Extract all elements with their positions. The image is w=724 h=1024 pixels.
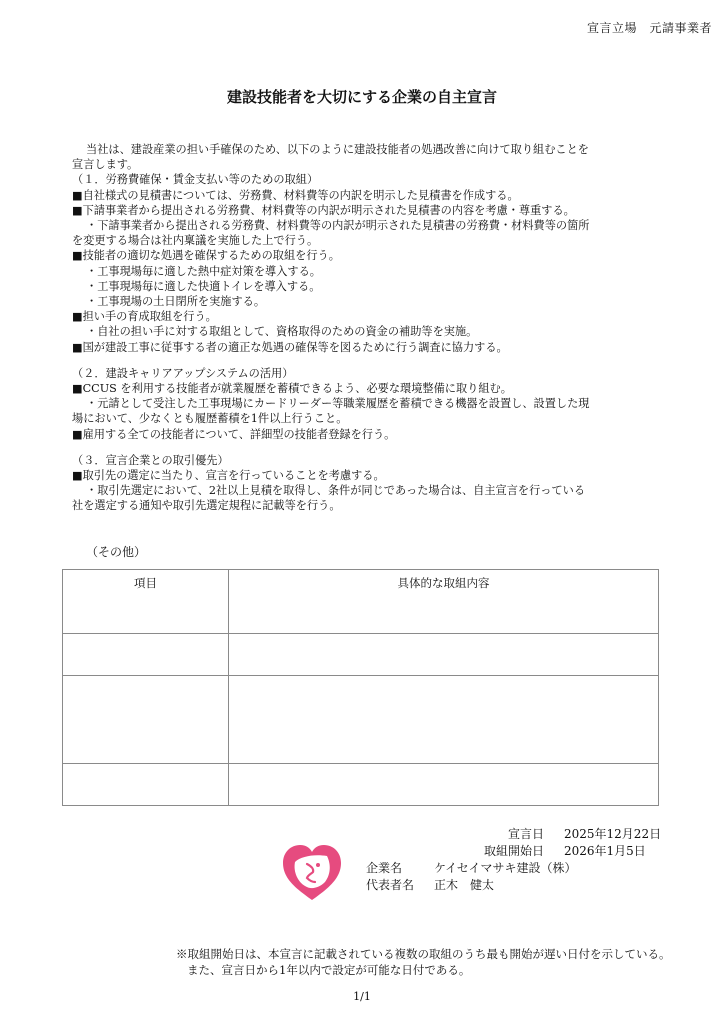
company-name-label: 企業名 (366, 861, 403, 875)
table-cell (63, 764, 229, 806)
list-item: ■担い手の育成取組を行う。 (72, 310, 217, 324)
representative-value: 正木 健太 (434, 878, 495, 892)
start-date-value: 2026年1月5日 (564, 844, 646, 858)
column-header-content: 具体的な取組内容 (229, 570, 659, 634)
declaration-date-label: 宣言日 (508, 827, 545, 841)
company-name-value: ケイセイマサキ建設（株） (434, 861, 577, 875)
footnote-line: また、宣言日から1年以内で設定が可能な日付である。 (187, 963, 471, 977)
list-item: ■CCUS を利用する技能者が就業履歴を蓄積できるよう、必要な環境整備に取り組む。 (72, 382, 512, 396)
list-item: ・取引先選定において、2社以上見積を取得し、条件が同じであった場合は、自主宣言を行っている (86, 484, 586, 498)
list-item: ・工事現場毎に適した熱中症対策を導入する。 (86, 264, 321, 278)
declaration-body (72, 142, 652, 514)
list-item: ■下請事業者から提出される労務費、材料費等の内訳が明示された見積書の内容を考慮・尊重する。 (72, 203, 575, 217)
section-heading: （２．建設キャリアアップシステムの活用） (72, 366, 294, 380)
footnote (176, 946, 671, 978)
list-item: ・下請事業者から提出される労務費、材料費等の内訳が明示された見積書の労務費・材料費等の箇所 (86, 219, 590, 233)
list-item: ■自社様式の見積書については、労務費、材料費等の内訳を明示した見積書を作成する。 (72, 188, 519, 202)
list-item: ・元請として受注した工事現場にカードリーダー等職業履歴を蓄積できる機器を設置し、設置した現 (86, 397, 590, 411)
section-heading: （３．宣言企業との取引優先） (72, 453, 229, 467)
list-item: 社を選定する通知や取引先選定規程に記載等を行う。 (72, 499, 341, 513)
table-cell (63, 634, 229, 676)
table-row (63, 676, 659, 764)
intro-line: 当社は、建設産業の担い手確保のため、以下のように建設技能者の処遇改善に向けて取り組むことを (86, 143, 589, 156)
list-item: 場において、少なくとも履歴蓄積を1件以上行うこと。 (72, 412, 348, 426)
list-item: ■取引先の選定に当たり、宣言を行っていることを考慮する。 (72, 469, 385, 483)
list-item: ・工事現場毎に適した快適トイレを導入する。 (86, 279, 321, 293)
footnote-line: ※取組開始日は、本宣言に記載されている複数の取組のうち最も開始が遅い日付を示している。 (176, 947, 671, 961)
table-header-row (63, 570, 659, 634)
table-cell (63, 676, 229, 764)
table-cell (229, 764, 659, 806)
list-item: ・工事現場の土日閉所を実施する。 (86, 295, 266, 309)
intro-line: 宣言します。 (72, 158, 139, 172)
table-cell (229, 676, 659, 764)
table-row (63, 634, 659, 676)
representative-label: 代表者名 (366, 878, 415, 892)
other-initiatives-table (62, 569, 659, 806)
start-date-label: 取組開始日 (484, 844, 545, 858)
column-header-item: 項目 (63, 570, 229, 634)
table-row (63, 764, 659, 806)
section-heading: （１．労務費確保・賃金支払い等のための取組） (72, 173, 319, 187)
list-item: ■技能者の適切な処遇を確保するための取組を行う。 (72, 249, 340, 263)
list-item: ■雇用する全ての技能者について、詳細型の技能者登録を行う。 (72, 427, 396, 441)
list-item: を変更する場合は社内稟議を実施した上で行う。 (72, 234, 319, 248)
table-cell (229, 634, 659, 676)
other-heading: （その他） (86, 545, 147, 559)
declaration-position: 宣言立場 元請事業者 (586, 21, 712, 35)
declaration-date-value: 2025年12月22日 (564, 827, 662, 841)
page-number: 1/1 (353, 990, 371, 1003)
list-item: ・自社の担い手に対する取組として、資格取得のための資金の補助等を実施。 (86, 325, 478, 339)
heart-face-logo-icon (281, 842, 343, 904)
eye-dot (316, 863, 320, 867)
list-item: ■国が建設工事に従事する者の適正な処遇の確保等を図るために行う調査に協力する。 (72, 340, 508, 354)
page-title: 建設技能者を大切にする企業の自主宣言 (226, 88, 497, 106)
declaration-info (366, 826, 661, 894)
